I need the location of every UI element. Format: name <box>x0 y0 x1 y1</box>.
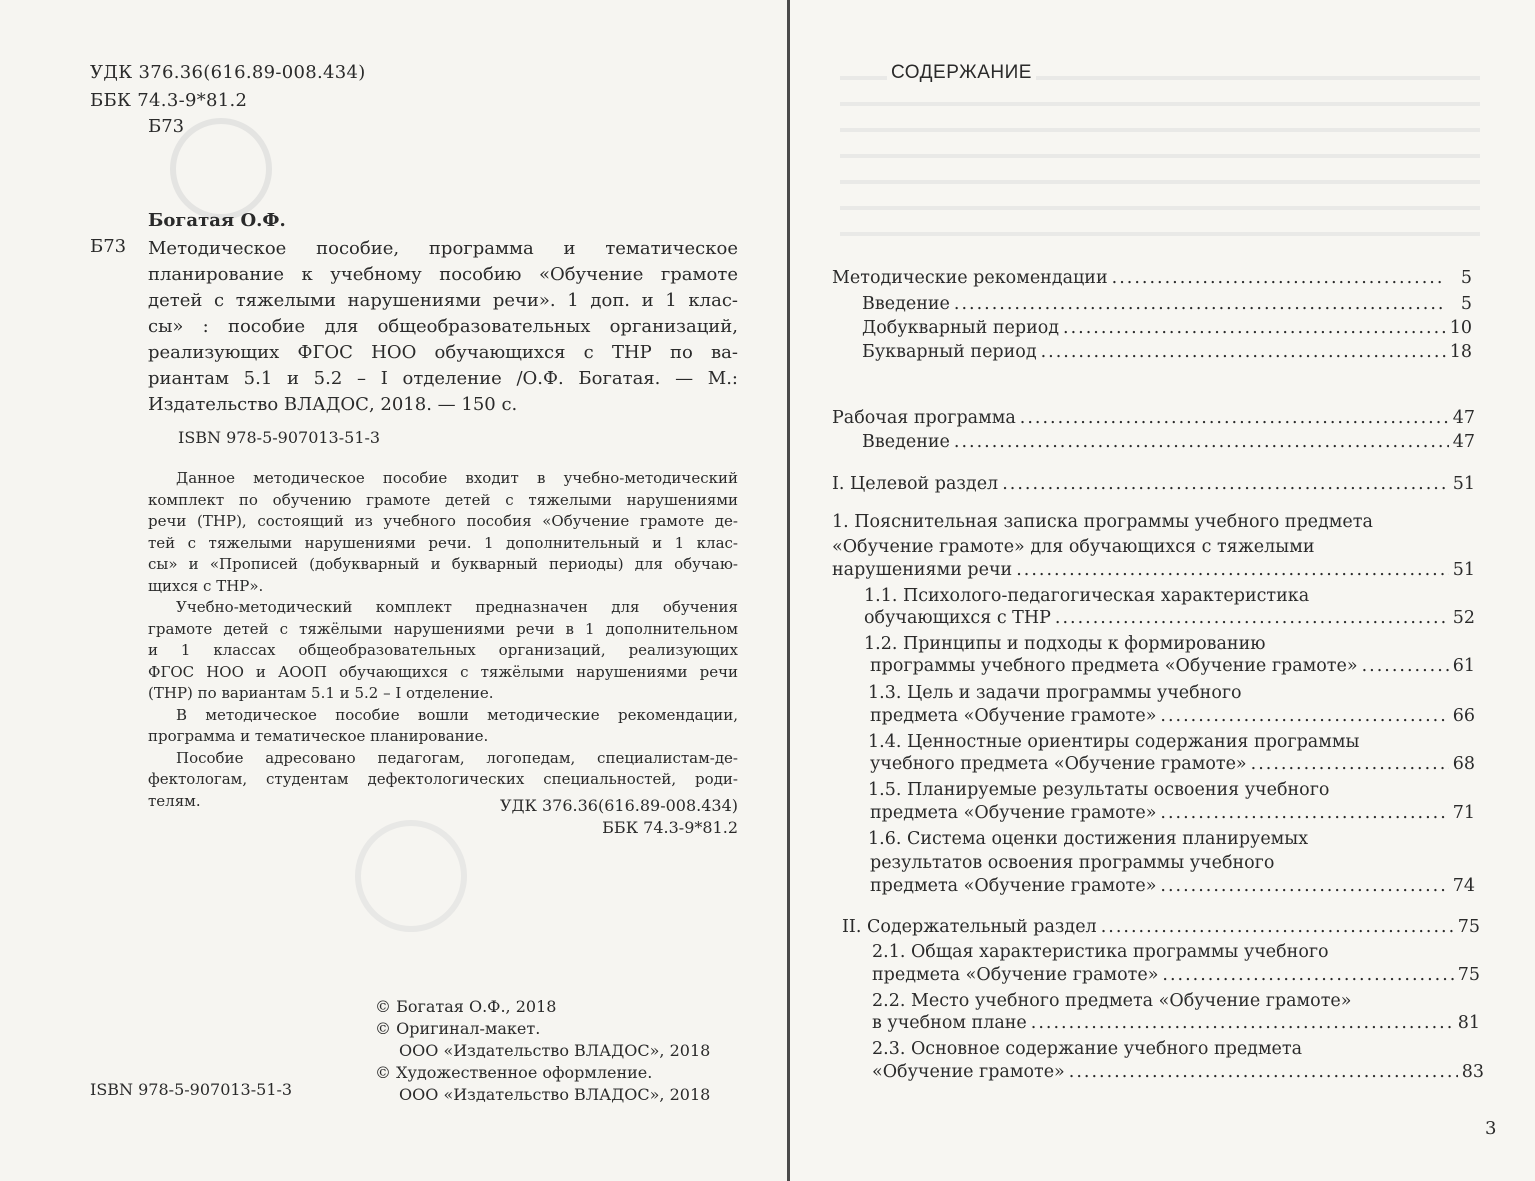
toc-entry-line[interactable]: результатов освоения программы учебного <box>870 853 1275 873</box>
toc-title: Добукварный период <box>862 318 1060 338</box>
toc-title: предмета «Обучение грамоте» <box>870 803 1157 823</box>
biblio-line: детей с тяжелыми нарушениями речи». 1 доп. и 1 клас- <box>148 290 738 311</box>
toc-title: предмета «Обучение грамоте» <box>872 965 1159 985</box>
toc-page: 10 <box>1449 318 1472 338</box>
toc-page: 81 <box>1457 1013 1480 1033</box>
toc-entry-line[interactable]: 1.4. Ценностные ориентиры содержания программы <box>868 732 1360 752</box>
toc-leader-dots <box>1160 876 1448 896</box>
toc-leader-dots <box>1069 1062 1458 1082</box>
toc-entry-line[interactable]: 1.6. Система оценки достижения планируемых <box>868 829 1309 849</box>
toc-leader-dots <box>1160 706 1448 726</box>
toc-title: Рабочая программа <box>832 408 1016 428</box>
annotation-line: программа и тематическое планирование. <box>148 727 489 745</box>
toc-page: 5 <box>1460 268 1472 288</box>
toc-entry[interactable] <box>872 1013 1480 1033</box>
bbk-code-footer: ББК 74.3-9*81.2 <box>602 818 738 837</box>
toc-leader-dots <box>1020 408 1449 428</box>
biblio-code: Б73 <box>90 236 127 257</box>
annotation <box>148 468 738 812</box>
toc-entry[interactable] <box>832 268 1472 288</box>
biblio-line: сы» : пособие для общеобразовательных организаций, <box>148 316 738 337</box>
toc-entry[interactable] <box>862 294 1472 314</box>
annotation-line: и 1 классах общеобразовательных организаций, реализующих <box>148 641 738 659</box>
copyright-block <box>375 996 710 1106</box>
toc-entry-line[interactable]: 1.1. Психолого-педагогическая характеристика <box>864 586 1310 606</box>
toc-leader-dots <box>954 294 1446 314</box>
toc-entry-line[interactable]: 2.3. Основное содержание учебного предмета <box>872 1039 1303 1059</box>
udk-code-footer: УДК 376.36(616.89-008.434) <box>499 796 738 815</box>
toc-page: 83 <box>1461 1062 1484 1082</box>
toc-leader-dots <box>1002 474 1449 494</box>
toc-entry[interactable] <box>872 1062 1484 1082</box>
toc-page: 47 <box>1452 432 1475 452</box>
copyright-line: © Художественное оформление. <box>375 1063 653 1082</box>
udk-code: УДК 376.36(616.89-008.434) <box>90 62 366 83</box>
biblio-line: реализующих ФГОС НОО обучающихся с ТНР по ва- <box>148 342 738 363</box>
annotation-line: телям. <box>148 791 201 810</box>
biblio-line: Издательство ВЛАДОС, 2018. — 150 с. <box>148 394 518 415</box>
toc-entry-line[interactable]: 1.2. Принципы и подходы к формированию <box>864 634 1266 654</box>
bleed-through-text <box>840 60 1480 250</box>
annotation-line: грамоте детей с тяжёлыми нарушениями речи в 1 дополнительном <box>148 619 738 638</box>
author-name: Богатая О.Ф. <box>148 210 286 231</box>
toc-page: 5 <box>1460 294 1472 314</box>
toc-entry[interactable] <box>870 803 1475 823</box>
biblio-line: риантам 5.1 и 5.2 – I отделение /О.Ф. Богатая. — М.: <box>148 368 738 389</box>
toc-leader-dots <box>1251 754 1449 774</box>
annotation-line: фектологам, студентам дефектологических специальностей, роди- <box>148 770 738 788</box>
toc-entry[interactable] <box>832 474 1475 494</box>
annotation-line: Учебно-методический комплект предназначен для обучения <box>176 598 738 616</box>
toc-title: обучающихся с ТНР <box>864 608 1051 628</box>
toc-entry[interactable] <box>832 560 1475 580</box>
page-number: 3 <box>1485 1118 1497 1139</box>
toc-page: 75 <box>1457 965 1480 985</box>
biblio-description <box>148 236 738 418</box>
toc-title: Введение <box>862 294 950 314</box>
toc-title: нарушениями речи <box>832 560 1013 580</box>
annotation-line: сы» и «Прописей (добукварный и букварный периоды) для обучаю- <box>148 555 738 573</box>
annotation-line: В методическое пособие вошли методические рекомендации, <box>176 705 738 724</box>
annotation-line: тей с тяжелыми нарушениями речи. 1 дополнительный и 1 клас- <box>148 533 738 552</box>
toc-title: Методические рекомендации <box>832 268 1108 288</box>
toc-leader-dots <box>1016 560 1448 580</box>
toc-title: Букварный период <box>862 342 1037 362</box>
toc-title: предмета «Обучение грамоте» <box>870 876 1157 896</box>
annotation-line: Данное методическое пособие входит в учебно-методический <box>176 469 738 487</box>
toc-entry-line[interactable]: 1.5. Планируемые результаты освоения учебного <box>868 780 1330 800</box>
toc-page: 74 <box>1452 876 1475 896</box>
toc-leader-dots <box>1101 917 1454 937</box>
toc-entry[interactable] <box>870 754 1475 774</box>
toc-title: I. Целевой раздел <box>832 474 999 494</box>
toc-title: «Обучение грамоте» <box>872 1062 1065 1082</box>
annotation-line: (ТНР) по вариантам 5.1 и 5.2 – I отделение. <box>148 684 494 702</box>
annotation-line: Пособие адресовано педагогам, логопедам, специалистам-де- <box>176 748 738 767</box>
bleed-through-emblem <box>170 118 272 220</box>
toc-entry-line[interactable]: 1.3. Цель и задачи программы учебного <box>868 683 1242 703</box>
toc-page: 68 <box>1452 754 1475 774</box>
toc-entry[interactable] <box>862 342 1472 362</box>
toc-page: 61 <box>1452 656 1475 676</box>
author-mark: Б73 <box>148 116 185 137</box>
toc-entry[interactable] <box>870 876 1475 896</box>
isbn-bottom: ISBN 978-5-907013-51-3 <box>90 1080 293 1099</box>
toc-entry[interactable] <box>870 706 1475 726</box>
toc-leader-dots <box>1055 608 1449 628</box>
toc-entry[interactable] <box>832 408 1475 428</box>
toc-entry-line[interactable]: 2.1. Общая характеристика программы учебного <box>872 942 1329 962</box>
toc-title: Введение <box>862 432 950 452</box>
toc-page: 18 <box>1449 342 1472 362</box>
toc-leader-dots <box>1041 342 1446 362</box>
toc-heading: СОДЕРЖАНИЕ <box>887 62 1036 84</box>
isbn: ISBN 978-5-907013-51-3 <box>178 428 381 447</box>
annotation-line: комплект по обучению грамоте детей с тяжелыми нарушениями <box>148 490 738 509</box>
annotation-line: речи (ТНР), состоящий из учебного пособия «Обучение грамоте де- <box>148 512 738 530</box>
bbk-code: ББК 74.3-9*81.2 <box>90 90 248 111</box>
toc-leader-dots <box>954 432 1449 452</box>
toc-leader-dots <box>1160 803 1448 823</box>
toc-page: 47 <box>1452 408 1475 428</box>
right-page <box>790 0 1535 1181</box>
toc-entry[interactable] <box>842 917 1480 937</box>
toc-entry-line[interactable]: 1. Пояснительная записка программы учебного предмета <box>832 512 1373 532</box>
toc-title: в учебном плане <box>872 1013 1027 1033</box>
toc-leader-dots <box>1362 656 1449 676</box>
toc-entry-line[interactable]: 2.2. Место учебного предмета «Обучение грамоте» <box>872 991 1352 1011</box>
toc-title: программы учебного предмета «Обучение грамоте» <box>870 656 1358 676</box>
biblio-line: Методическое пособие, программа и тематическое <box>148 238 738 259</box>
toc-entry[interactable] <box>870 656 1475 676</box>
annotation-line: ФГОС НОО и АООП обучающихся с тяжёлыми нарушениями речи <box>148 662 738 681</box>
toc-entry[interactable] <box>862 318 1472 338</box>
copyright-line: ООО «Издательство ВЛАДОС», 2018 <box>399 1041 711 1060</box>
copyright-line: ООО «Издательство ВЛАДОС», 2018 <box>399 1085 711 1104</box>
bleed-through-emblem-2 <box>355 820 467 932</box>
toc-leader-dots <box>1112 268 1446 288</box>
toc-entry[interactable] <box>872 965 1480 985</box>
toc-entry[interactable] <box>862 432 1475 452</box>
toc-page: 66 <box>1452 706 1475 726</box>
toc-title: II. Содержательный раздел <box>842 917 1097 937</box>
toc-title: предмета «Обучение грамоте» <box>870 706 1157 726</box>
toc-page: 51 <box>1452 560 1475 580</box>
biblio-line: планирование к учебному пособию «Обучение грамоте <box>148 264 738 285</box>
copyright-line: © Оригинал-макет. <box>375 1019 541 1038</box>
toc-entry[interactable] <box>864 608 1475 628</box>
toc-leader-dots <box>1162 965 1453 985</box>
toc-page: 75 <box>1457 917 1480 937</box>
toc-leader-dots <box>1031 1013 1454 1033</box>
toc-leader-dots <box>1063 318 1446 338</box>
toc-page: 51 <box>1452 474 1475 494</box>
copyright-line: © Богатая О.Ф., 2018 <box>375 997 557 1016</box>
toc-page: 52 <box>1452 608 1475 628</box>
annotation-line: щихся с ТНР». <box>148 576 264 595</box>
toc-page: 71 <box>1452 803 1475 823</box>
toc-entry-line[interactable]: «Обучение грамоте» для обучающихся с тяжелыми <box>832 537 1315 557</box>
toc-title: учебного предмета «Обучение грамоте» <box>870 754 1247 774</box>
